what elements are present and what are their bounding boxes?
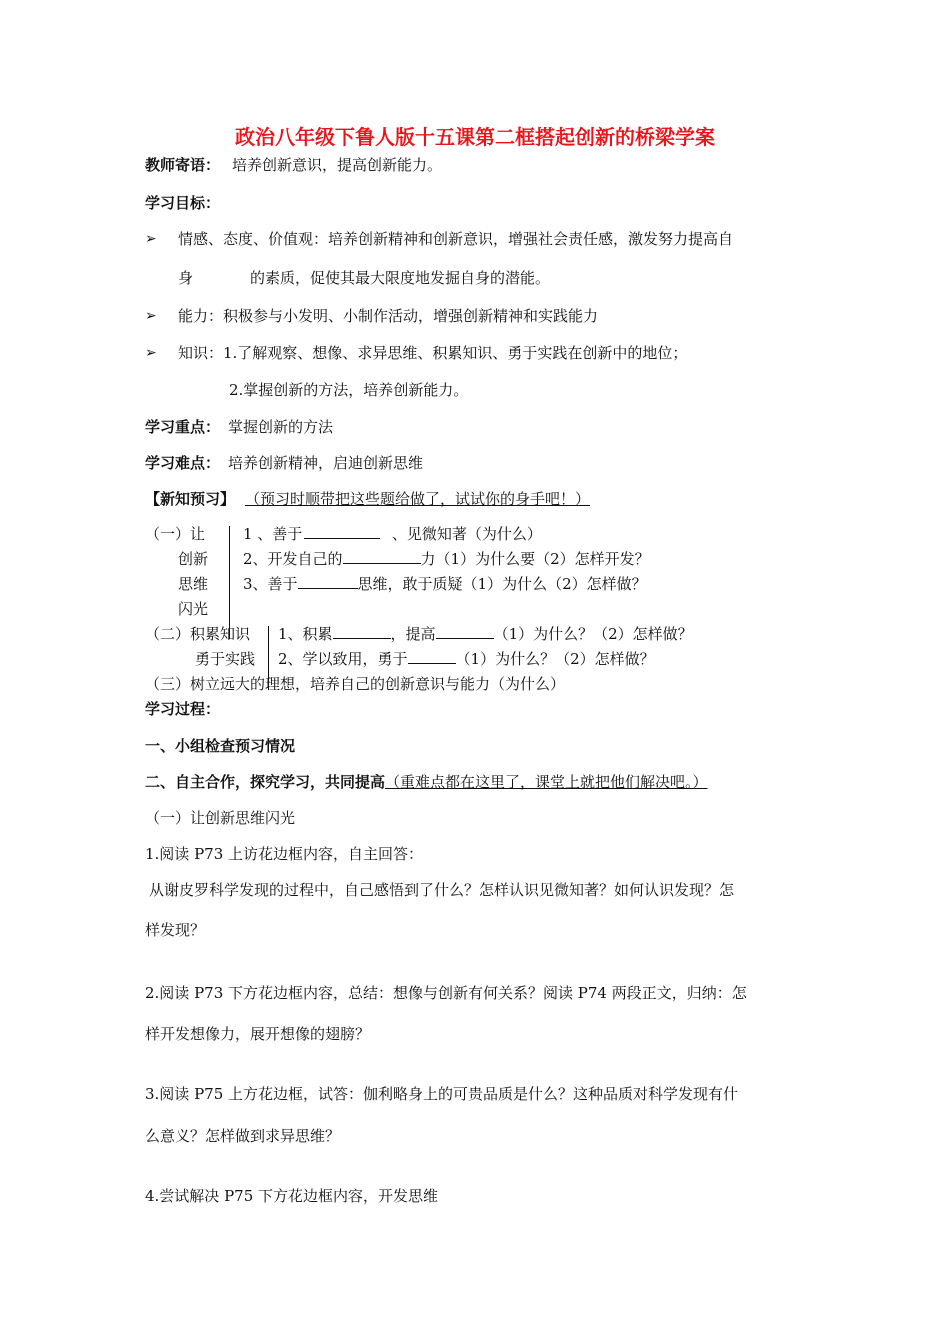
process-label: 学习过程： (145, 700, 221, 718)
outline-s1-q2: 2、开发自己的 力（1）为什么要（2）怎样开发？ (243, 550, 650, 568)
goal-emotion-line2a: 身 (178, 269, 194, 287)
outline-s1-line-b: 创新 (178, 550, 209, 568)
outline-s3: （三）树立远大的理想，培养自己的创新意识与能力（为什么） (145, 675, 566, 693)
answer-blank[interactable] (408, 649, 456, 664)
answer-blank[interactable] (436, 624, 494, 639)
q1-line1: 1.阅读 P73 上访花边框内容，自主回答： (145, 845, 424, 863)
q4-line1: 4.尝试解决 P75 下方花边框内容，开发思维 (145, 1187, 439, 1205)
outline-s1-line-a: （一）让 (145, 525, 206, 543)
sub-heading-1: （一）让创新思维闪光 (145, 809, 296, 827)
preview-note: （预习时顺带把这些题给做了，试试你的身手吧！） (245, 490, 591, 508)
goals-label: 学习目标： (145, 194, 221, 212)
goal-knowledge-line1: 知识：1.了解观察、想像、求异思维、积累知识、勇于实践在创新中的地位； (178, 344, 688, 362)
answer-blank[interactable] (298, 574, 358, 589)
part2-heading: 二、自主合作，探究学习，共同提高（重难点都在这里了，课堂上就把他们解决吧。） (145, 773, 708, 791)
q2-line1: 2.阅读 P73 下方花边框内容，总结：想像与创新有何关系？阅读 P74 两段正文，归纳：怎 (145, 984, 747, 1002)
key-point-label: 学习重点： (145, 418, 221, 436)
preview-label: 【新知预习】 (145, 490, 236, 508)
goal-ability: 能力：积极参与小发明、小制作活动，增强创新精神和实践能力 (178, 307, 599, 325)
outline-s1-line-d: 闪光 (178, 600, 209, 618)
outline-s1-q1: 1 、善于 、见微知著（为什么） (243, 525, 542, 543)
goal-emotion-line1: 情感、态度、价值观：培养创新精神和创新意识，增强社会责任感，激发努力提高自 (178, 230, 734, 248)
q1-line3: 样发现？ (145, 921, 206, 939)
outline-bracket-line-1 (229, 526, 230, 639)
part1-heading: 一、小组检查预习情况 (145, 737, 296, 755)
q3-line2: 么意义？怎样做到求异思维？ (145, 1127, 341, 1145)
answer-blank[interactable] (304, 524, 380, 539)
q2-line2: 样开发想像力，展开想像的翅膀？ (145, 1025, 371, 1043)
difficulty-text: 培养创新精神，启迪创新思维 (228, 454, 424, 472)
outline-s1-line-c: 思维 (178, 575, 209, 593)
outline-s2-q1: 1、积累 ，提高 （1）为什么？（2）怎样做？ (278, 625, 693, 643)
teacher-words-text: 培养创新意识，提高创新能力。 (232, 156, 443, 174)
q1-line2: 从谢皮罗科学发现的过程中，自己感悟到了什么？怎样认识见微知著？如何认识发现？怎 (149, 881, 735, 899)
bullet-arrow-icon: ➢ (145, 345, 157, 361)
goal-emotion-line2b: 的素质，促使其最大限度地发掘自身的潜能。 (250, 269, 551, 287)
outline-s2-q2: 2、学以致用，勇于 （1）为什么？（2）怎样做？ (278, 650, 655, 668)
difficulty-label: 学习难点： (145, 454, 221, 472)
page-title: 政治八年级下鲁人版十五课第二框搭起创新的桥梁学案 (235, 125, 715, 149)
key-point-text: 掌握创新的方法 (228, 418, 334, 436)
bullet-arrow-icon: ➢ (145, 231, 157, 247)
outline-s2-line-a: （二）积累知识 (145, 625, 251, 643)
teacher-words-label: 教师寄语： (145, 156, 221, 174)
answer-blank[interactable] (343, 549, 421, 564)
outline-s1-q3: 3、善于 思维，敢于质疑（1）为什么（2）怎样做？ (243, 575, 647, 593)
bullet-arrow-icon: ➢ (145, 308, 157, 324)
outline-s2-line-b: 勇于实践 (195, 650, 256, 668)
q3-line1: 3.阅读 P75 上方花边框，试答：伽利略身上的可贵品质是什么？这种品质对科学发现有什 (145, 1085, 739, 1103)
answer-blank[interactable] (333, 624, 391, 639)
goal-knowledge-line2: 2.掌握创新的方法，培养创新能力。 (229, 381, 469, 399)
